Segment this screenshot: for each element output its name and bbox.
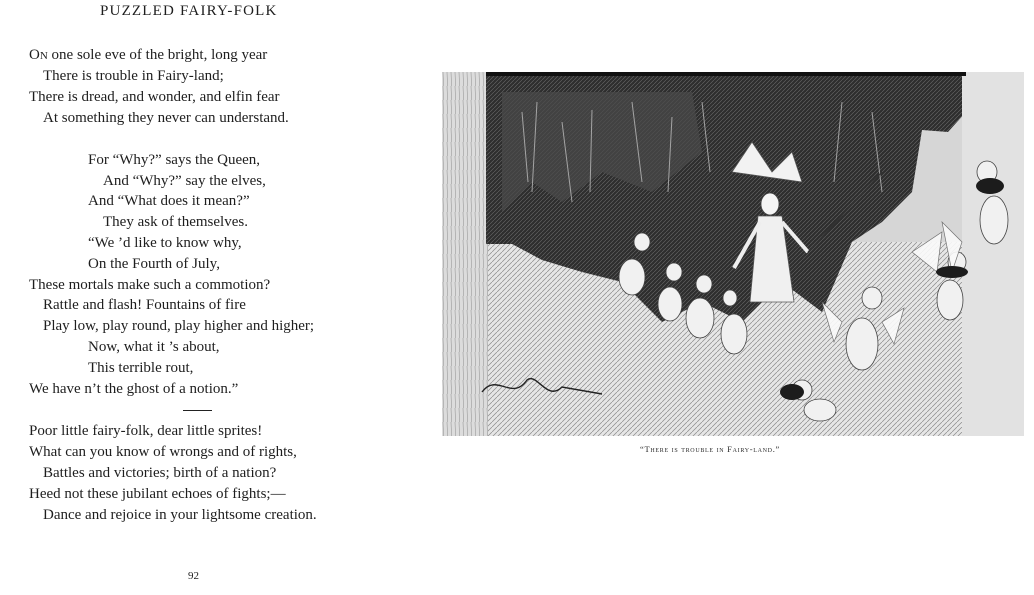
poem-line: There is dread, and wonder, and elfin fear	[29, 89, 280, 105]
poem-line: What can you know of wrongs and of rights,	[29, 444, 297, 460]
poem-line: These mortals make such a commotion?	[29, 277, 271, 293]
engraving-image	[442, 72, 1024, 436]
poem-line: Poor little fairy-folk, dear little sprites!	[29, 423, 263, 439]
poem-line: Heed not these jubilant echoes of fights;—	[29, 486, 286, 502]
page-title: PUZZLED FAIRY-FOLK	[100, 3, 278, 19]
poem-line: And “What does it mean?”	[88, 193, 250, 209]
poem-line: There is trouble in Fairy-land;	[43, 68, 224, 84]
poem-line: We have n’t the ghost of a notion.”	[29, 381, 239, 397]
poem-line: For “Why?” says the Queen,	[88, 152, 261, 168]
poem-line: On the Fourth of July,	[88, 256, 220, 272]
poem-line: At something they never can understand.	[43, 110, 289, 126]
poem-line: And “Why?” say the elves,	[103, 173, 266, 189]
poem-line: They ask of themselves.	[103, 214, 248, 230]
illustration-caption: “There is trouble in Fairy-land.”	[640, 444, 781, 454]
poem-line: Rattle and flash! Fountains of fire	[43, 297, 246, 313]
opening-line-rest: one sole eve of the bright, long year	[47, 47, 268, 63]
fairy-procession-illustration	[442, 72, 1024, 436]
poem-line: “We ’d like to know why,	[88, 235, 242, 251]
poem-line: Play low, play round, play higher and higher;	[43, 318, 315, 334]
page-number: 92	[188, 570, 199, 582]
poem-line: Battles and victories; birth of a nation?	[43, 465, 277, 481]
poem-line: This terrible rout,	[88, 360, 194, 376]
section-divider	[183, 410, 212, 411]
poem-line: Now, what it ’s about,	[88, 339, 220, 355]
drop-cap-word: On	[29, 47, 48, 63]
poem-line: Dance and rejoice in your lightsome creation.	[43, 507, 317, 523]
poem-line-opening	[29, 46, 267, 64]
